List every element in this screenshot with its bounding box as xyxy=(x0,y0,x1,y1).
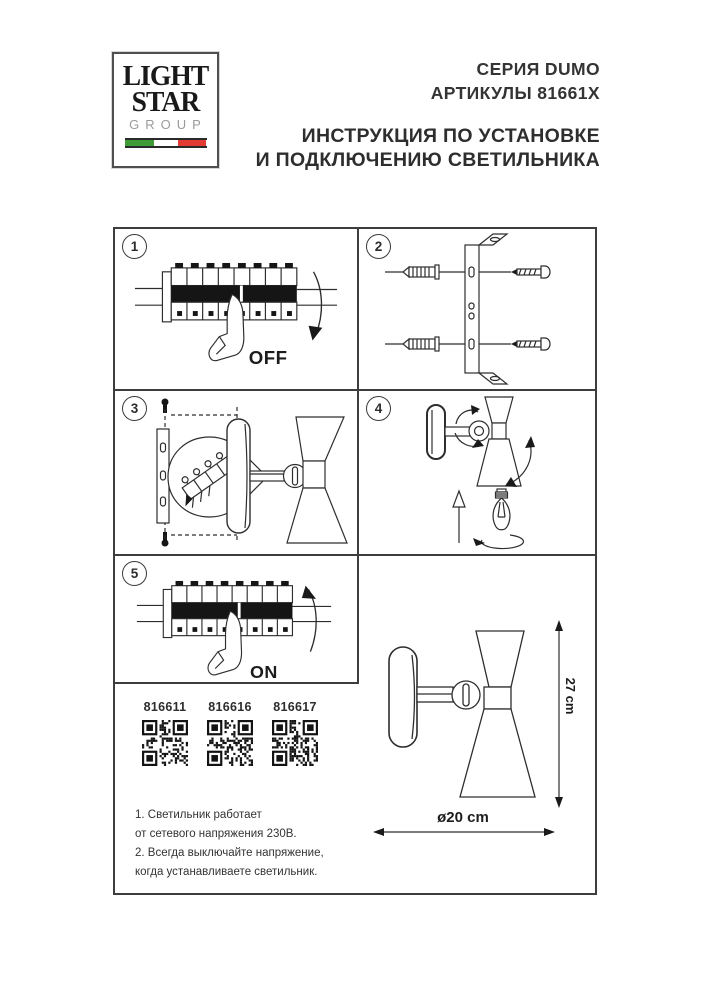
wall-anchor-icon xyxy=(385,265,465,279)
off-label: OFF xyxy=(248,347,288,369)
wall-anchor-icon xyxy=(385,337,465,351)
qr-item xyxy=(142,700,188,766)
series-title: СЕРИЯ DUMO xyxy=(476,59,600,79)
dimensions-panel xyxy=(359,556,597,895)
step-3-panel xyxy=(115,391,357,554)
mounting-bracket-diagram xyxy=(359,229,597,389)
instruction-title-line2: И ПОДКЛЮЧЕНИЮ СВЕТИЛЬНИКА xyxy=(255,149,600,171)
step-1-number: 1 xyxy=(130,239,139,254)
qr-article-number: 816616 xyxy=(208,700,252,714)
instruction-grid xyxy=(113,227,597,895)
note-line: 2. Всегда выключайте напряжение, xyxy=(135,847,324,859)
lightstar-logo xyxy=(112,52,219,168)
flag-green-segment xyxy=(125,140,155,146)
screw-icon xyxy=(479,338,550,350)
qr-code xyxy=(207,720,253,766)
qr-article-number: 816611 xyxy=(143,700,187,714)
qr-code xyxy=(272,720,318,766)
wiring-assembly-diagram xyxy=(115,391,357,554)
step-2-number: 2 xyxy=(374,239,383,254)
step-2-panel xyxy=(359,229,597,389)
circuit-breaker-on-diagram xyxy=(135,564,333,696)
qr-article-number: 816617 xyxy=(273,700,317,714)
step-4-panel xyxy=(359,391,597,554)
note-line: когда устанавливаете светильник. xyxy=(135,866,318,878)
screw-icon xyxy=(479,266,550,278)
notes xyxy=(135,806,324,882)
step-4-number: 4 xyxy=(374,401,383,416)
step-5-panel xyxy=(115,556,357,682)
lamp-adjust-diagram xyxy=(359,391,597,554)
logo-light-text: LIGHT xyxy=(122,60,209,92)
note-line: от сетевого напряжения 230В. xyxy=(135,828,297,840)
diameter-dimension-label: ø20 cm xyxy=(437,809,489,826)
bulb-icon xyxy=(493,489,510,530)
qr-item xyxy=(207,700,253,766)
step-5-number: 5 xyxy=(130,566,139,581)
lamp-dimensions-diagram xyxy=(359,556,597,895)
articles-title: АРТИКУЛЫ 81661X xyxy=(430,83,600,103)
screw-icon xyxy=(162,532,169,547)
info-panel xyxy=(115,684,357,895)
step-3-number: 3 xyxy=(130,401,139,416)
flag-white-segment xyxy=(154,140,178,146)
height-dimension-label: 27 cm xyxy=(563,677,578,715)
instruction-title-line1: ИНСТРУКЦИЯ ПО УСТАНОВКЕ xyxy=(301,125,600,147)
italy-flag-icon xyxy=(125,138,207,148)
note-line: 1. Светильник работает xyxy=(135,809,262,821)
logo-group-text: GROUP xyxy=(129,117,207,132)
flag-red-segment xyxy=(178,140,207,146)
qr-row xyxy=(142,700,318,766)
logo-star-text: STAR xyxy=(131,86,200,118)
header xyxy=(256,57,600,172)
qr-item xyxy=(272,700,318,766)
qr-code xyxy=(142,720,188,766)
circuit-breaker-off-diagram xyxy=(133,245,339,383)
step-1-panel xyxy=(115,229,357,389)
screw-in-arrow-icon xyxy=(481,535,523,549)
turn-off-arrow-icon xyxy=(313,272,321,336)
on-label: ON xyxy=(250,662,278,683)
